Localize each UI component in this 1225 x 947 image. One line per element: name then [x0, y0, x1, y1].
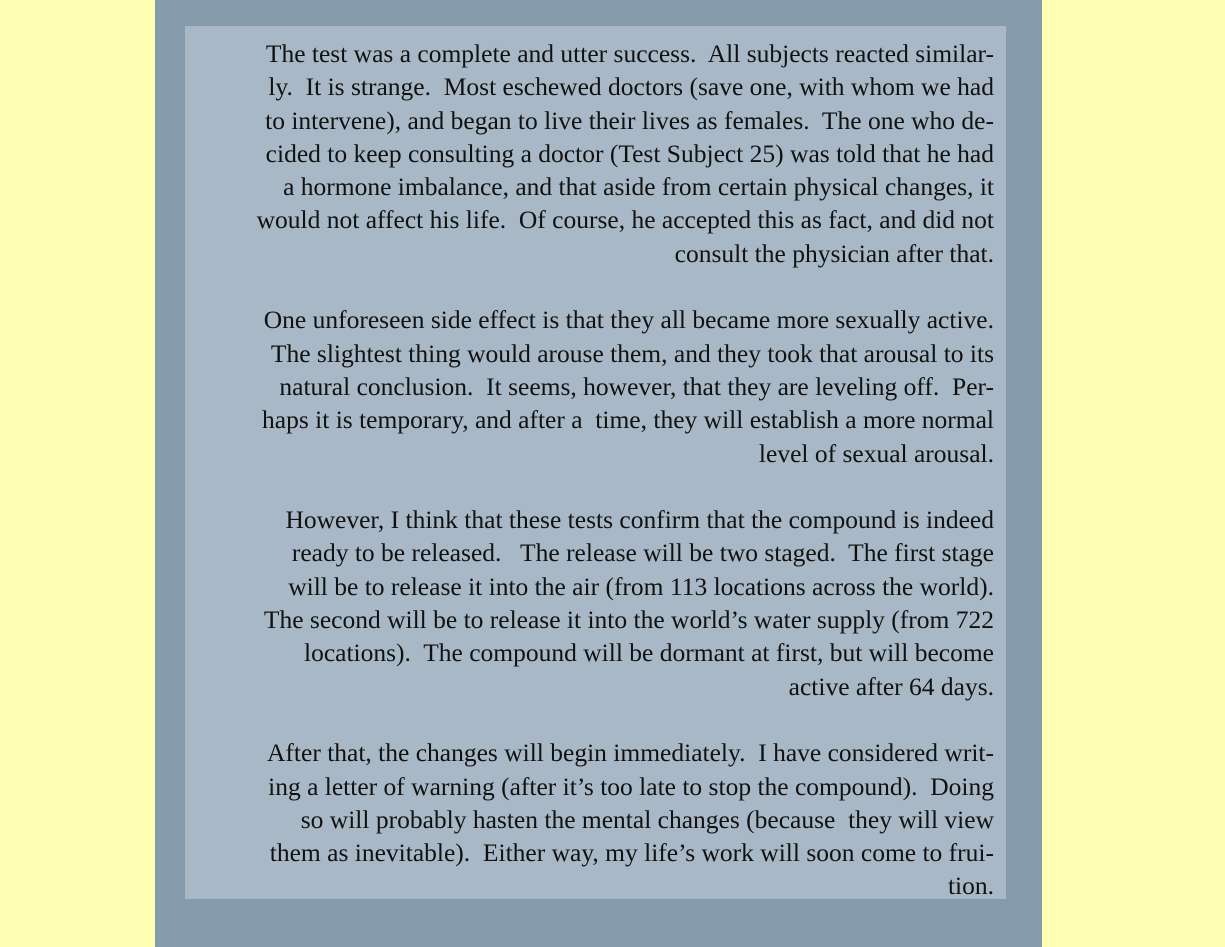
text-line: consult the physician after that. — [674, 238, 994, 268]
paragraph-1 — [189, 37, 994, 270]
text-line: so will probably hasten the mental changes (because they will view — [300, 804, 994, 834]
text-line: will be to release it into the air (from 113 locations across the world). — [288, 571, 994, 601]
text-line: However, I think that these tests confirm that the compound is indeed — [285, 505, 994, 535]
journal-text-box — [185, 26, 1006, 899]
text-line: a hormone imbalance, and that aside from certain physical changes, it — [283, 172, 994, 202]
paragraph-2 — [189, 303, 994, 469]
text-line: The test was a complete and utter success. All subjects reacted similar- — [265, 39, 994, 68]
text-line: After that, the changes will begin immediately. I have considered writ- — [267, 738, 994, 768]
text-line: would not affect his life. Of course, he accepted this as fact, and did not — [256, 205, 994, 235]
text-line: tion. — [947, 871, 994, 901]
text-line: to intervene), and began to live their lives as females. The one who de- — [265, 105, 994, 135]
text-line: locations). The compound will be dormant at first, but will become — [303, 638, 994, 668]
text-line: One unforeseen side effect is that they all became more sexually active. — [263, 305, 994, 335]
text-line: The second will be to release it into the world’s water supply (from 722 — [263, 605, 994, 635]
text-line: cided to keep consulting a doctor (Test Subject 25) was told that he had — [265, 138, 994, 168]
text-line: The slightest thing would arouse them, and they took that arousal to its — [270, 338, 994, 368]
text-line: level of sexual arousal. — [758, 438, 994, 468]
text-line: natural conclusion. It seems, however, that they are leveling off. Per- — [279, 371, 994, 401]
text-line: ly. It is strange. Most eschewed doctors (save one, with whom we had — [268, 72, 994, 102]
text-line: active after 64 days. — [788, 671, 994, 701]
paragraph-3 — [189, 503, 994, 703]
paragraph-4 — [189, 736, 994, 902]
text-line: ing a letter of warning (after it’s too late to stop the compound). Doing — [268, 771, 994, 801]
text-line: haps it is temporary, and after a time, they will establish a more normal — [262, 405, 994, 435]
text-line: ready to be released. The release will be two staged. The first stage — [291, 538, 994, 568]
text-line: them as inevitable). Either way, my life’s work will soon come to frui- — [269, 838, 994, 868]
